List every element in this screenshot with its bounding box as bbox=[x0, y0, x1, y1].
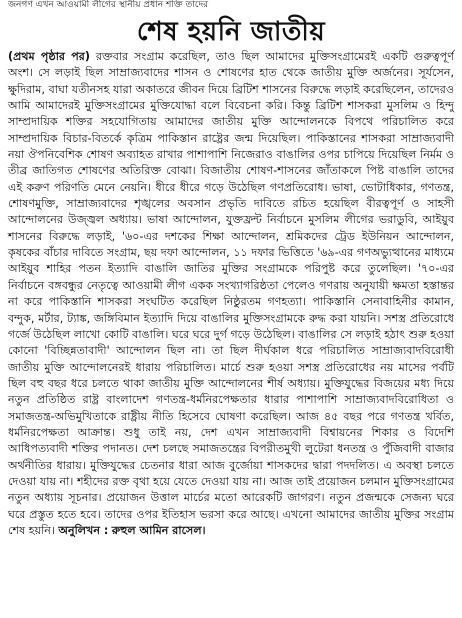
article-text: রক্তবার সংগ্রাম করেছিল, তাও ছিল আমাদের মুক্তিসংগ্রামেরই একটি গুরুত্বপূর্ণ অংশ। সে লড়াই ছিল সাম্রাজ্যবাদের শাসন ও শোষণের হাত থেকে জাতীয় মুক্তি অর্জনের। সূর্যসেন, ক্ষুদিরাম, বাঘা যতীনসহ যারা অকাতরে জীবন দিয়ে ব্রিটিশ শাসনের বিরুদ্ধে লড়াই করেছিলেন, তাদেরও আমি আমাদেরই মুক্তিসংগ্রামের মুক্তিযোদ্ধা বলে বিবেচনা করি। কিন্তু ব্রিটিশ শাসকরা মুসলিম ও হিন্দু সাম্প্রদায়িক শক্তির সহযোগিতায় আমাদের জাতীয় মুক্তি আন্দোলনকে বিপথে পরিচালিত করে সাম্প্রদায়িক বিচার-বিতর্কে কৃত্রিম পাকিস্তান রাষ্ট্রের জন্ম দিয়েছিল। পাকিস্তানের শাসকরা সাম্রাজ্যবাদী নয়া ঔপনিবেশিক শোষণ অব্যাহত রাখার পাশাপাশি নিজেরাও বাঙালির ওপর চাপিয়ে দিয়েছিল নির্মম ও তীব্র জাতিগত শোষণের অতিরিক্ত বোঝা। বিজাতীয় শোষণ-শাসনের জাঁতাকলে পিষ্ট বাঙালি তাদের এই করুণ পরিণতি মেনে নেয়নি। ধীরে ধীরে গড়ে উঠেছিল গণপ্রতিরোধ। ভাষা, ভোটাধিকার, গণতন্ত্র, শোষণমুক্তি, সাম্রাজ্যবাদের শৃঙ্খলের অবসান প্রভৃতি দাবিতে রচিত হয়েছিল বীরত্বপূর্ণ ও সাহসী আন্দোলনের উজ্জ্বল অধ্যায়। ভাষা আন্দোলন, যুক্তফ্রন্ট নির্বাচনে মুসলিম লীগের ভরাডুবি, আইয়ুব শাসনের বিরুদ্ধে লড়াই, '৬০-এর দশকের শিক্ষা আন্দোলন, শ্রমিকদের ট্রেড ইউনিয়ন আন্দোলন, কৃষকের বাঁচার দাবিতে সংগ্রাম, ছয় দফা আন্দোলন, ১১ দফার ভিত্তিতে '৬৯-এর গণঅভ্যুত্থানের মাধ্যমে আইয়ুব শাহির পতন ইত্যাদি বাঙালি জাতির মুক্তির সংগ্রামকে পরিপুষ্ট করে তুলেছিল। '৭০-এর নির্বাচনে বঙ্গবন্ধুর নেতৃত্বে আওয়ামী লীগ একক সংখ্যাগরিষ্ঠতা পেলেও গণরায় অনুযায়ী ক্ষমতা হস্তান্তর না করে পাকিস্তানি শাসকরা সংঘটিত করেছিল নিষ্ঠুরতম গণহত্যা। পাকিস্তানি সেনাবাহিনীর কামান, বন্দুক, মর্টার, ট্যাঙ্ক, জঙ্গিবিমান ইত্যাদি দিয়ে বাঙালির মুক্তিসংগ্রামকে রুদ্ধ করা যায়নি। সশস্ত্র প্রতিরোধে গর্জে উঠেছিল লাখো কোটি বাঙালি। ঘরে ঘরে দুর্গ গড়ে উঠেছিল। বাঙালির সে লড়াই হঠাৎ শুরু হওয়া কোনো 'বিচ্ছিন্নতাবাদী' আন্দোলন ছিল না। তা ছিল দীর্ঘকাল ধরে পরিচালিত সাম্রাজ্যবাদবিরোধী জাতীয় মুক্তি আন্দোলনেরই ধারায় পরিচালিত। মার্চে শুরু হওয়া সশস্ত্র প্রতিরোধের নয় মাসের পর্বটি ছিল বহু বছর ধরে চলতে থাকা জাতীয় মুক্তি আন্দোলনের শীর্ষ অধ্যায়। মুক্তিযুদ্ধের বিজয়ের মধ্য দিয়ে নতুন প্রতিষ্ঠিত রাষ্ট্র বাংলাদেশ গণতন্ত্র-ধর্মনিরপেক্ষতার ধারার পাশাপাশি সাম্রাজ্যবাদবিরোধিতা ও সমাজতন্ত্র-অভিমুখিতাকে রাষ্ট্রীয় নীতি হিসেবে ঘোষণা করেছিল। আজ ৪৫ বছর পরে গণতন্ত্র খর্বিত, ধর্মনিরপেক্ষতা আক্রান্ত। শুধু তাই নয়, দেশ এখন সাম্রাজ্যবাদী বিশ্বায়নের শিকার ও বিদেশি আধিপত্যবাদী শক্তির পদানত। দেশ চলছে সমাজতন্ত্রের বিপরীতমুখী লুটেরা ধনতন্ত্র ও পুঁজিবাদী বাজার অর্থনীতির ধারায়। মুক্তিযুদ্ধের চেতনার ধারা আজ বুর্জোয়া শাসকদের দ্বারা পদদলিত। এ অবস্থা চলতে দেওয়া যায় না। শহীদের রক্ত বৃথা হয়ে যেতে দেওয়া যায় না। আজ তাই প্রয়োজন চলমান মুক্তিসংগ্রামের নতুন অধ্যায় সূচনার। প্রয়োজন উত্তাল মার্চের মতো আরেকটি জাগরণ। নতুন প্রজন্মকে সেজন্য ঘরে ঘরে প্রস্তুত হতে হবে। তাদের ওপর ইতিহাস ভরসা করে আছে। এখনো আমাদের জাতীয় মুক্তির সংগ্রাম শেষ হয়নি। bbox=[8, 50, 455, 537]
author-name: রুহুল আমিন রাসেল। bbox=[111, 523, 206, 537]
continued-from-label: (প্রথম পৃষ্ঠার পর) bbox=[8, 50, 90, 63]
author-label: অনুলিখন : bbox=[58, 523, 109, 537]
previous-article-fragment: জনগণ এখন আওয়ামী লীগের স্থানীয় প্রধান শক্তি তাদের bbox=[8, 0, 209, 10]
headline: শেষ হয়নি জাতীয় bbox=[136, 17, 326, 47]
article-body bbox=[8, 49, 454, 539]
